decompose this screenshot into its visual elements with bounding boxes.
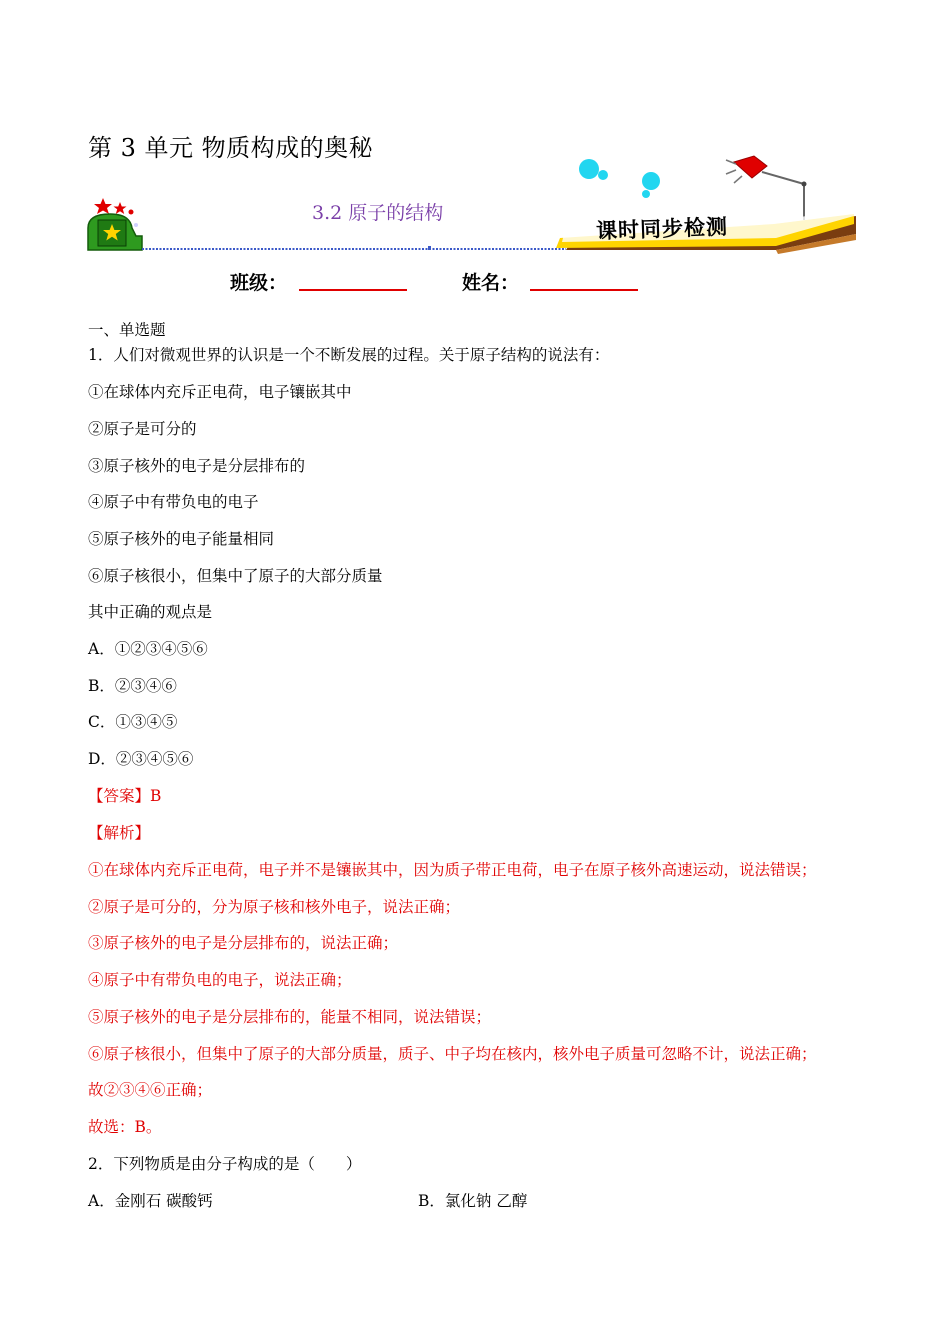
question-2-option-b: B．氯化钠 乙醇 <box>418 1192 528 1210</box>
analysis-choice: 故选：B。 <box>88 1118 162 1136</box>
option-b: B．②③④⑥ <box>88 677 177 695</box>
analysis-line-6: ⑥原子核很小，但集中了原子的大部分质量，质子、中子均在核内，核外电子质量可忽略不计，说法正确； <box>88 1045 817 1063</box>
statement-3: ③原子核外的电子是分层排布的 <box>88 457 306 475</box>
unit-title: 第 3 单元 物质构成的奥秘 <box>88 134 374 162</box>
answer-label: 【答案】 <box>88 787 151 805</box>
bubbles-icon <box>579 159 660 198</box>
option-d: D．②③④⑤⑥ <box>88 750 194 768</box>
banner-text: 课时同步检测 <box>595 214 729 244</box>
question-2-stem: 2．下列物质是由分子构成的是（ ） <box>88 1155 362 1173</box>
answer-value: B <box>150 787 162 805</box>
analysis-line-1: ①在球体内充斥正电荷，电子并不是镶嵌其中，因为质子带正电荷，电子在原子核外高速运动，说法错误； <box>88 861 817 879</box>
header-banner <box>86 150 858 256</box>
question-2-option-a: A．金刚石 碳酸钙 <box>88 1192 213 1210</box>
section-heading: 一、单选题 <box>88 321 166 339</box>
statement-1: ①在球体内充斥正电荷，电子镶嵌其中 <box>88 383 352 401</box>
analysis-conclusion: 故②③④⑥正确； <box>88 1081 213 1099</box>
answer-line <box>88 786 161 806</box>
statement-4: ④原子中有带负电的电子 <box>88 493 259 511</box>
name-blank[interactable] <box>530 289 638 291</box>
statement-6: ⑥原子核很小，但集中了原子的大部分质量 <box>88 567 383 585</box>
analysis-line-4: ④原子中有带负电的电子，说法正确； <box>88 971 352 989</box>
analysis-line-3: ③原子核外的电子是分层排布的，说法正确； <box>88 934 399 952</box>
class-blank[interactable] <box>299 289 407 291</box>
section-title: 3.2 原子的结构 <box>312 202 444 224</box>
star-badge-icon <box>88 198 142 250</box>
statement-5: ⑤原子核外的电子能量相同 <box>88 530 275 548</box>
option-a: A．①②③④⑤⑥ <box>88 640 208 658</box>
analysis-label: 【解析】 <box>88 824 151 842</box>
question-1-stem: 1．人们对微观世界的认识是一个不断发展的过程。关于原子结构的说法有： <box>88 346 610 364</box>
question-1-prompt: 其中正确的观点是 <box>88 603 213 621</box>
desk-lamp-icon <box>726 156 807 220</box>
class-label: 班级： <box>230 272 288 294</box>
option-c: C．①③④⑤ <box>88 713 178 731</box>
analysis-line-5: ⑤原子核外的电子是分层排布的，能量不相同，说法错误； <box>88 1008 492 1026</box>
statement-2: ②原子是可分的 <box>88 420 197 438</box>
analysis-line-2: ②原子是可分的，分为原子核和核外电子，说法正确； <box>88 898 461 916</box>
name-label: 姓名： <box>462 272 520 294</box>
